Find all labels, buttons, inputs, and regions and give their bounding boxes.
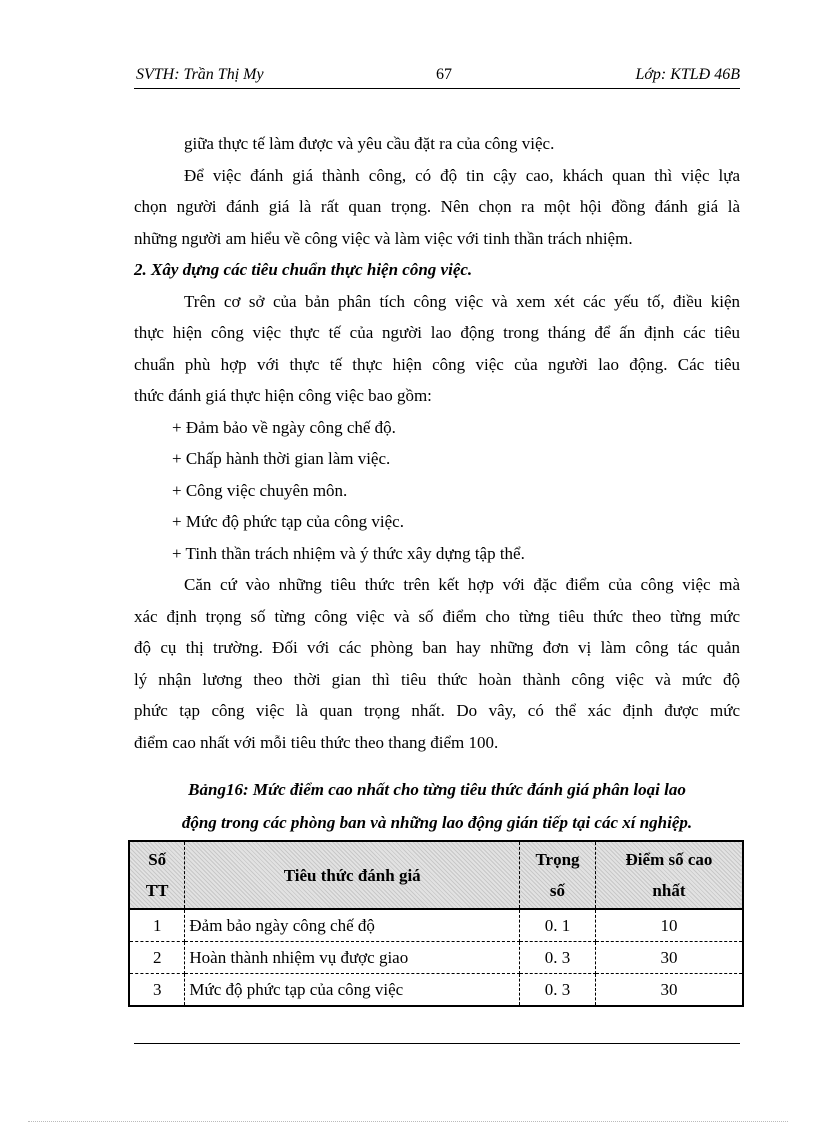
- cell-criterion: Mức độ phức tạp của công việc: [185, 974, 520, 1007]
- page-edge-divider: [28, 1121, 788, 1122]
- page-header: [134, 64, 740, 89]
- bullet-item: + Chấp hành thời gian làm việc.: [172, 449, 391, 468]
- footer-divider: [134, 1043, 740, 1044]
- cell-max: 10: [595, 909, 743, 942]
- header-criterion: Tiêu thức đánh giá: [185, 841, 520, 909]
- text-line: độ cụ thị trường. Đối với các phòng ban hay những đơn vị làm công tác quản: [134, 638, 740, 657]
- text-line: Căn cứ vào những tiêu thức trên kết hợp với đặc điểm của công việc mà: [184, 575, 740, 594]
- bullet-item: + Công việc chuyên môn.: [172, 480, 348, 500]
- cell-no: 3: [129, 974, 185, 1007]
- table-caption: [134, 773, 740, 839]
- section-heading: 2. Xây dựng các tiêu chuẩn thực hiện công việc.: [134, 260, 473, 279]
- header-weight: Trọng số: [520, 841, 596, 909]
- text-line: chọn người đánh giá là rất quan trọng. Nên chọn ra một hội đồng đánh giá là: [134, 197, 740, 216]
- text-line: giữa thực tế làm được và yêu cầu đặt ra của công việc.: [184, 134, 555, 153]
- paragraph-4: [134, 569, 740, 758]
- text-line: thực hiện công việc thực tế của người lao động trong tháng để ấn định các tiêu: [134, 323, 740, 342]
- cell-max: 30: [595, 974, 743, 1007]
- text-line: điểm cao nhất với mỗi tiêu thức theo thang điểm 100.: [134, 732, 499, 752]
- page-number: 67: [436, 66, 452, 83]
- bullet-item: + Đảm bảo về ngày công chế độ.: [172, 417, 396, 437]
- header-max-score: Điểm số cao nhất: [595, 841, 743, 909]
- student-name: SVTH: Trần Thị My: [136, 66, 264, 83]
- text-line: Để việc đánh giá thành công, có độ tin cậy cao, khách quan thì việc lựa: [184, 165, 740, 185]
- caption-line: động trong các phòng ban và những lao động gián tiếp tại các xí nghiệp.: [181, 813, 693, 832]
- text-line: lý nhận lương theo thời gian thì tiêu thức hoàn thành công việc và mức độ: [134, 669, 740, 689]
- cell-weight: 0. 1: [520, 909, 596, 942]
- bullet-item: + Tinh thần trách nhiệm và ý thức xây dựng tập thể.: [172, 543, 525, 563]
- text-line: Trên cơ sở của bản phân tích công việc và xem xét các yếu tố, điều kiện: [184, 291, 740, 311]
- text-line: xác định trọng số từng công việc và số điểm cho từng tiêu thức theo từng mức: [134, 606, 740, 626]
- paragraph-2: [134, 160, 740, 255]
- cell-no: 1: [129, 909, 185, 942]
- cell-max: 30: [595, 942, 743, 974]
- criteria-table: [128, 840, 744, 1007]
- cell-weight: 0. 3: [520, 942, 596, 974]
- cell-no: 2: [129, 942, 185, 974]
- body-text: [134, 128, 740, 758]
- cell-criterion: Hoàn thành nhiệm vụ được giao: [185, 942, 520, 974]
- cell-weight: 0. 3: [520, 974, 596, 1007]
- text-line: thức đánh giá thực hiện công việc bao gồm:: [134, 386, 432, 405]
- text-line: chuẩn phù hợp với thực tế thực hiện công việc của người lao động. Các tiêu: [134, 354, 740, 374]
- cell-criterion: Đảm bảo ngày công chế độ: [185, 909, 520, 942]
- table-header-row: [129, 841, 743, 909]
- paragraph-3: [134, 286, 740, 412]
- table-row: [129, 909, 743, 942]
- table-row: [129, 942, 743, 974]
- paragraph-1: [134, 128, 740, 160]
- class-code: Lớp: KTLĐ 46B: [635, 66, 740, 83]
- bullet-item: + Mức độ phức tạp của công việc.: [172, 512, 404, 531]
- text-line: những người am hiểu về công việc và làm việc với tinh thần trách nhiệm.: [134, 228, 633, 248]
- text-line: phức tạp công việc là quan trọng nhất. Do vây, có thể xác định được mức: [134, 701, 740, 720]
- header-no: Số TT: [129, 841, 185, 909]
- caption-line: Bảng16: Mức điểm cao nhất cho từng tiêu thức đánh giá phân loại lao: [188, 780, 686, 799]
- table-row: [129, 974, 743, 1007]
